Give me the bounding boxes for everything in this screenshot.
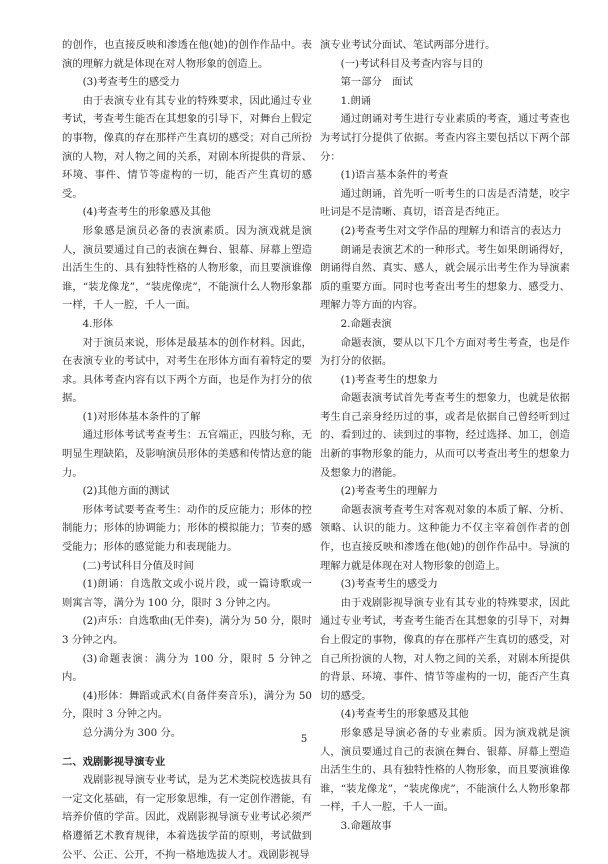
paragraph: 形体考试要考查考生：动作的反应能力；形体的控制能力；形体的协调能力；形体的模拟能力；节奏的感受能力；形体的感觉能力和表现能力。: [62, 503, 312, 554]
paragraph: 命题表演，要从以下几个方面对考生考查，也是作为打分的依据。: [320, 336, 570, 368]
subheading: 3.命题故事: [340, 819, 392, 832]
paragraph: (2)声乐：自选歌曲(无伴奏)，满分为 50 分，限时 3 分钟之内。: [62, 615, 312, 646]
subheading: 总分满分为 300 分。: [82, 726, 182, 739]
paragraph: 形象感是导演必备的专业素质。因为演戏就是演人，演员要通过自己的表演在舞台、银幕、屏幕上塑造出活生生的、具有独特性格的人物形象，而且要演谁像谁，“装龙像龙”，“装虎像虎”，不能演什么人物形象都一样，千人一腔，千人一面。: [320, 726, 570, 814]
paragraph: 通过形体考试考查考生：五官端正，四肢匀称，无明显生理缺陷，及影响演员形体的美感和传情达意的能力。: [62, 429, 312, 479]
page-number: 5: [300, 734, 308, 745]
paragraph: (1)朗诵：自选散文或小说片段，或一篇诗歌或一则寓言等，满分为 100 分，限时 3 分钟之内。: [62, 578, 312, 609]
subheading: (3)考查考生的感受力: [82, 76, 180, 89]
subheading: 第一部分 面试: [340, 76, 413, 89]
paragraph: 的创作，也直接反映和渗透在他(她)的创作作品中。表演的理解力就是体现在对人物形象的创造上。: [62, 39, 312, 70]
subheading: (2)考查考生对文学作品的理解力和语言的表达力: [340, 224, 562, 237]
paragraph: 命题表演考试首先考查考生的想象力，也就是依据考生自己亲身经历过的事，或者是依据自己曾经听到过的、看到过的、读到过的事物，经过选择、加工，创造出新的事物形象的能力，从而可以考查出考生的想象力及想象力的潜能。: [320, 392, 570, 479]
section-heading: 二、戏剧影视导演专业: [62, 755, 166, 768]
paragraph: 命题表演考查考生对客观对象的本质了解、分析、领略、认识的能力。这种能力不仅主宰着创作者的创作，也直接反映和渗透在他(她)的创作作品中。导演的理解力就是体现在对人物形象的创造上。: [320, 503, 570, 572]
subheading: (4)考查考生的形象感及其他: [340, 708, 469, 721]
subheading: (1)考查考生的想象力: [340, 373, 438, 386]
paragraph: 演专业考试分面试、笔试两部分进行。: [320, 39, 496, 51]
subheading: 2.命题表演: [340, 317, 392, 330]
subheading: (1)语言基本条件的考查: [340, 169, 449, 182]
subheading: (4)考查考生的形象感及其他: [82, 206, 211, 219]
paragraph: 由于戏剧影视导演专业有其专业的特殊要求，因此通过专业考试，考查考生能否在其想象的引导下，对舞台上假定的事物，像真的存在那样产生真切的感受，对自己所扮演的人物，对人物之间的关系，对剧本所提供的背景、环境、事件、情节等虚构的一切，能否产生真切的感受。: [320, 596, 570, 702]
subheading: (2)其他方面的测试: [82, 485, 170, 498]
paragraph: (3)命题表演：满分为 100 分，限时 5 分钟之内。: [62, 652, 312, 684]
paragraph: (4)形体：舞蹈或武术(自备伴奏音乐)，满分为 50 分，限时 3 分钟之内。: [62, 689, 312, 721]
subheading: (一)考试科目及考查内容与目的: [340, 57, 483, 70]
subheading: (3)考查考生的感受力: [340, 578, 438, 591]
paragraph: 通过朗诵，首先听一听考生的口齿是否清楚，咬字吐词是不是清晰、真切，语音是否纯正。: [320, 187, 570, 219]
paragraph: 朗诵是表演艺术的一种形式。考生如果朗诵得好，朗诵得自然、真实、感人，就会展示出考生作为导演素质的重要方面。同时也考查出考生的想象力、感受力、理解力等方面的内容。: [320, 243, 570, 312]
paragraph: 对于演员来说，形体是最基本的创作材料。因此，在表演专业的考试中，对考生在形体方面有着特定的要求。具体考查内容有以下两个方面，也是作为打分的依据。: [62, 336, 312, 405]
subheading: (二)考试科目分值及时间: [82, 559, 194, 572]
subheading: 4.形体: [82, 317, 114, 330]
right-text-column: [320, 36, 570, 836]
paragraph: 形象感是演员必备的表演素质。因为演戏就是演人，演员要通过自己的表演在舞台、银幕、屏幕上塑造出活生生的、具有独特性格的人物形象，而且要演谁像谁，“装龙像龙”，“装虎像虎”，不能演什么人物形象都一样，千人一腔，千人一面。: [62, 224, 312, 312]
subheading: (2)考查考生的理解力: [340, 485, 438, 498]
paragraph: 通过朗诵对考生进行专业素质的考查，通过考查也为考试打分提供了依据。考查内容主要包括以下两个部分：: [320, 113, 570, 163]
paragraph: 由于表演专业有其专业的特殊要求，因此通过专业考试，考查考生能否在其想象的引导下，对舞台上假定的事物，像真的存在那样产生真切的感受；对自己所扮演的人物，对人物之间的关系，对剧本所提供的背景、环境、事件、情节等虚构的一切，能否产生真切的感受。: [62, 94, 312, 200]
subheading: (1)对形体基本条件的了解: [82, 410, 201, 423]
subheading: 1.朗诵: [340, 94, 372, 107]
paragraph: 戏剧影视导演专业考试，是为艺术类院校选拔具有一定文化基础，有一定形象思维，有一定创作潜能，有培养价值的学苗。因此，戏剧影视导演专业考试必须严格遵循艺术教育规律，本着选拔学苗的原则，考试做到公平、公正、公开，不拘一格地选拔人才。戏剧影视导: [62, 774, 312, 861]
